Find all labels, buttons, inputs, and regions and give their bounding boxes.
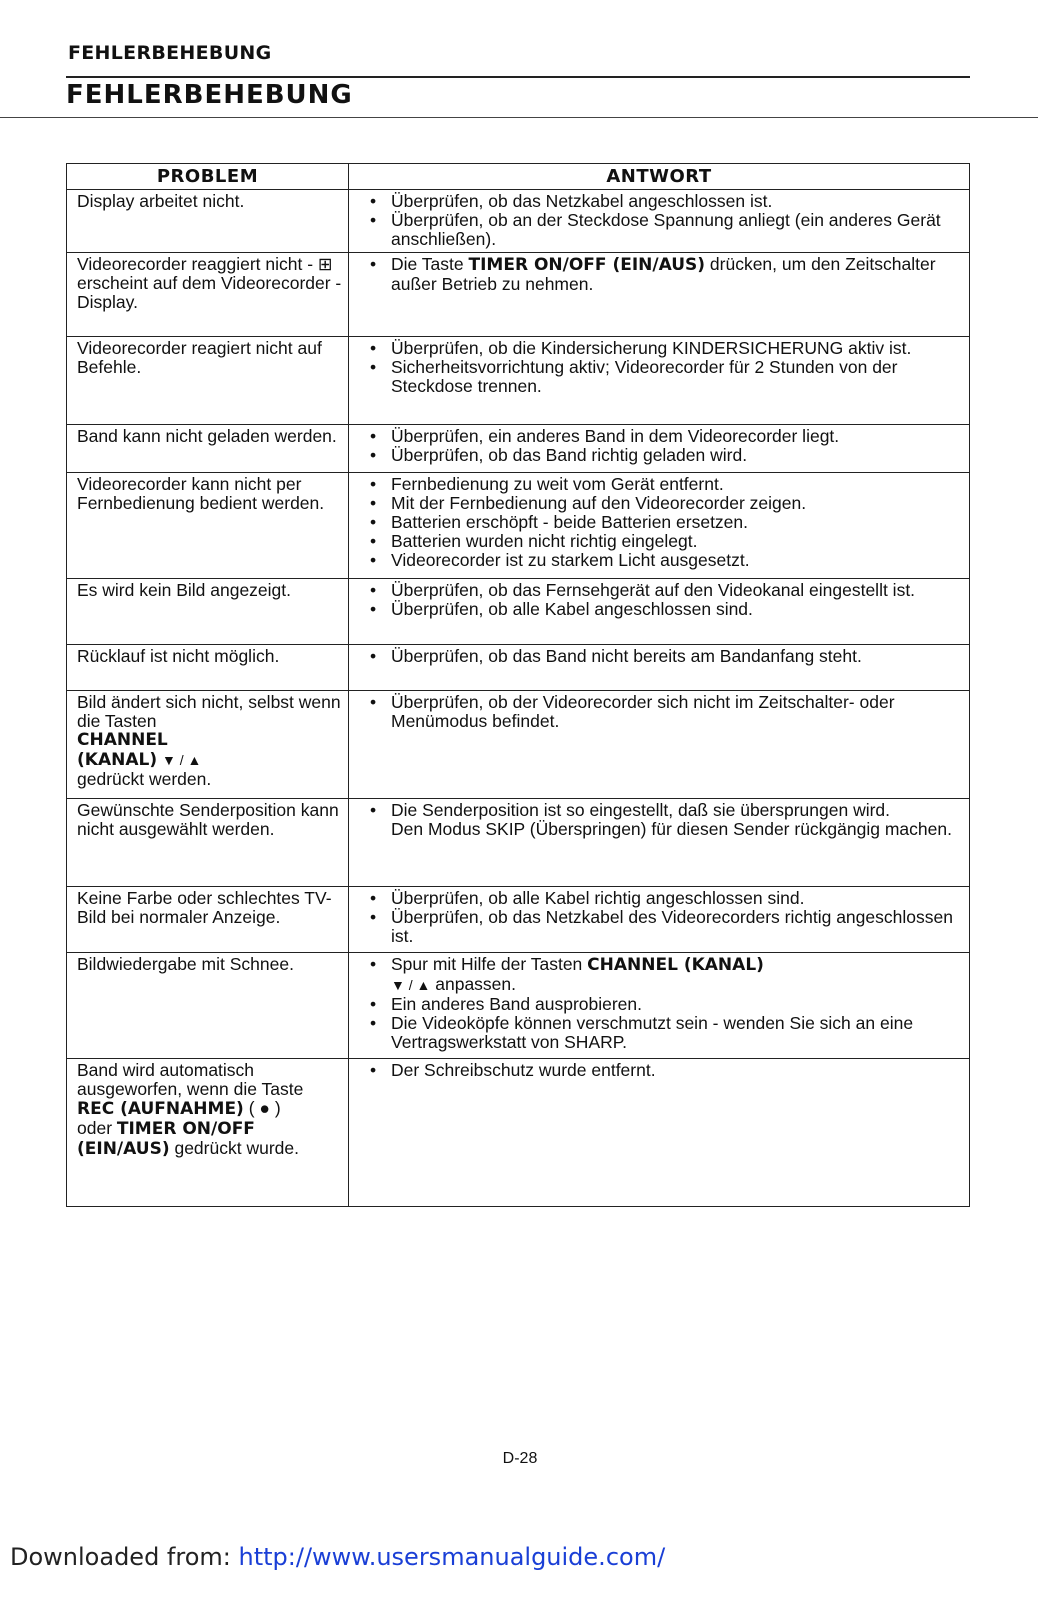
answer-cell [349,887,970,953]
column-header-answer: ANTWORT [349,164,970,190]
answer-item: • Sicherheitsvorrichtung aktiv; Videorecorder für 2 Stunden von der Steckdose trennen. [391,358,963,396]
answer-cell [349,425,970,473]
footer-link[interactable]: http://www.usersmanualguide.com/ [238,1543,666,1571]
answer-item: • Überprüfen, ob das Netzkabel des Videorecorders richtig angeschlossen ist. [391,908,963,946]
answer-item: • Überprüfen, ob das Band nicht bereits am Bandanfang steht. [391,647,963,666]
header-underline [0,117,1038,118]
download-footer [10,1543,665,1571]
answer-text: Spur mit Hilfe der Tasten [391,954,588,974]
answer-cell [349,579,970,645]
problem-text: Bild ändert sich nicht, selbst wenn die Tasten [77,692,341,731]
problem-text: gedrückt werden. [77,769,212,789]
answer-item: • Überprüfen, ob die Kindersicherung KINDERSICHERUNG aktiv ist. [391,339,963,358]
problem-cell: Videorecorder kann nicht per Fernbedienung bedient werden. [67,473,349,579]
answer-item: • Überprüfen, ob der Videorecorder sich nicht im Zeitschalter- oder Menümodus befindet. [391,693,963,731]
display-symbol-icon: ⊞ [317,254,333,274]
problem-cell: Rücklauf ist nicht möglich. [67,645,349,691]
problem-text: oder [77,1118,117,1138]
record-dot-icon: ( ● ) [243,1098,281,1118]
table-row [67,473,970,579]
answer-item: • Überprüfen, ob das Band richtig geladen wird. [391,446,963,465]
header-rule [66,76,970,78]
answer-item: • Der Schreibschutz wurde entfernt. [391,1061,963,1080]
answer-item: • Videorecorder ist zu starkem Licht ausgesetzt. [391,551,963,570]
table-row [67,253,970,337]
problem-text: Videorecorder reaggiert nicht - [77,254,318,274]
button-name-kanal: (KANAL) [77,750,158,770]
button-name-channel: CHANNEL (KANAL) [587,955,764,975]
answer-cell [349,799,970,887]
problem-cell [67,1059,349,1207]
problem-cell: Es wird kein Bild angezeigt. [67,579,349,645]
answer-item: • Überprüfen, ob an der Steckdose Spannung anliegt (ein anderes Gerät anschließen). [391,211,963,249]
answer-item: • Überprüfen, ein anderes Band in dem Videorecorder liegt. [391,427,963,446]
problem-cell: Display arbeitet nicht. [67,190,349,253]
answer-cell [349,190,970,253]
table-row [67,887,970,953]
answer-item [391,801,963,839]
page-title: FEHLERBEHEBUNG [66,80,353,110]
answer-item: • Überprüfen, ob das Fernsehgerät auf den Videokanal eingestellt ist. [391,581,963,600]
table-row [67,691,970,799]
answer-cell [349,253,970,337]
problem-cell: Bildwiedergabe mit Schnee. [67,953,349,1059]
answer-item: • Überprüfen, ob alle Kabel richtig angeschlossen sind. [391,889,963,908]
answer-text: anpassen. [430,974,517,994]
answer-item: • Batterien wurden nicht richtig eingelegt. [391,532,963,551]
troubleshooting-table [66,163,970,1207]
answer-item: • Ein anderes Band ausprobieren. [391,995,963,1014]
table-row [67,190,970,253]
answer-cell [349,691,970,799]
page-number: D-28 [502,1450,538,1467]
button-name-channel: CHANNEL [77,730,168,750]
problem-cell [67,253,349,337]
problem-cell: Gewünschte Senderposition kann nicht ausgewählt werden. [67,799,349,887]
table-row [67,799,970,887]
section-title-small: FEHLERBEHEBUNG [68,42,272,64]
problem-cell: Videorecorder reagiert nicht auf Befehle. [67,337,349,425]
answer-item [391,255,963,294]
answer-text: • Die Senderposition ist so eingestellt, daß sie übersprungen wird. [391,800,891,820]
table-header-row [67,164,970,190]
answer-text: drücken, um den Zeitschalter außer Betrieb zu nehmen. [391,254,936,294]
arrow-down-up-icon: ▼ / ▲ [161,752,202,768]
answer-cell [349,337,970,425]
button-name-rec: REC (AUFNAHME) [77,1099,244,1119]
answer-item [391,955,963,995]
answer-item: • Fernbedienung zu weit vom Gerät entfernt. [391,475,963,494]
problem-text: erscheint auf dem Videorecorder - Display. [77,273,342,312]
problem-text: Band wird automatisch ausgeworfen, wenn die Taste [77,1060,304,1099]
button-name-timer: TIMER ON/OFF (EIN/AUS) [77,1119,255,1159]
table-row [67,645,970,691]
answer-item: • Überprüfen, ob alle Kabel angeschlossen sind. [391,600,963,619]
table-row [67,579,970,645]
answer-cell [349,645,970,691]
answer-cell [349,953,970,1059]
problem-cell [67,691,349,799]
answer-item: • Die Videoköpfe können verschmutzt sein - wenden Sie sich an eine Vertragswerkstatt von SHARP. [391,1014,963,1052]
table-row [67,953,970,1059]
problem-cell: Band kann nicht geladen werden. [67,425,349,473]
problem-cell: Keine Farbe oder schlechtes TV-Bild bei normaler Anzeige. [67,887,349,953]
answer-item: • Batterien erschöpft - beide Batterien ersetzen. [391,513,963,532]
arrow-down-up-icon: ▼ / ▲ [391,977,431,993]
answer-text: Den Modus SKIP (Überspringen) für diesen Sender rückgängig machen. [391,819,952,839]
answer-cell [349,1059,970,1207]
answer-text: Die Taste [391,254,469,274]
problem-text: gedrückt wurde. [169,1138,299,1158]
table-row [67,1059,970,1207]
answer-item: • Mit der Fernbedienung auf den Videorecorder zeigen. [391,494,963,513]
table-row [67,425,970,473]
answer-item: • Überprüfen, ob das Netzkabel angeschlossen ist. [391,192,963,211]
footer-prefix: Downloaded from: [10,1543,239,1571]
table-row [67,337,970,425]
answer-cell [349,473,970,579]
button-name-timer: TIMER ON/OFF (EIN/AUS) [468,255,706,275]
column-header-problem: PROBLEM [67,164,349,190]
